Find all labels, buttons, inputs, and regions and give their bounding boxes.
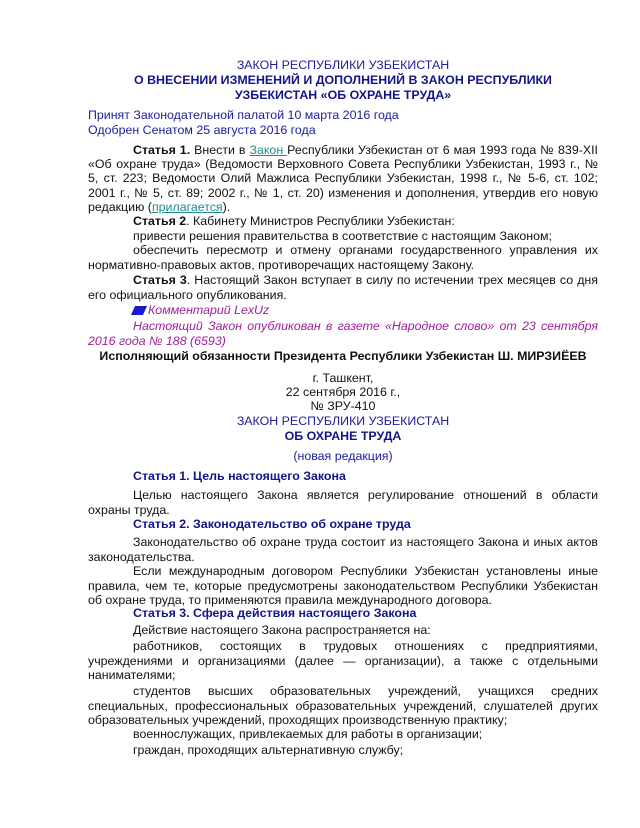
city: г. Ташкент, bbox=[312, 371, 374, 385]
attached-link[interactable]: прилагается bbox=[151, 199, 223, 214]
comment-label: Комментарий LexUz bbox=[148, 303, 270, 317]
doc-title-line1: ЗАКОН РЕСПУБЛИКИ УЗБЕКИСТАН bbox=[236, 58, 450, 72]
doc-title-line2: О ВНЕСЕНИИ ИЗМЕНЕНИЙ И ДОПОЛНЕНИЙ В ЗАКОН РЕСПУБЛИКИ bbox=[134, 73, 552, 87]
article-2-text1: Законодательство об охране труда состоит из настоящего Закона и иных актов законодательства. bbox=[88, 535, 598, 564]
article-label: Статья 1. bbox=[133, 143, 191, 157]
text: Республики Узбекистан от 6 мая 1993 года № 839-XII «Об охране труда» (Ведомости Верховного Совета Республики Узбекистан, 1993 г., № 5, ст. 223; Ведомости Олий Мажлиса Республики Узбекистан, 1998 г., № 5-6, ст. 102; 2001 г., № 5, ст. 89; 2002 г., № 1, ст. 20) изменения и дополнения, утвердив его новую редакцию ( bbox=[88, 143, 598, 214]
amend-article-2-item2: обеспечить пересмотр и отмену органами государственного управления их нормативно-правовых актов, противоречащих настоящему Закону. bbox=[88, 243, 598, 272]
doc-title-line3: УЗБЕКИСТАН «ОБ ОХРАНЕ ТРУДА» bbox=[234, 88, 452, 102]
amend-article-1 bbox=[88, 143, 598, 214]
article-2-text2: Если международным договором Республики Узбекистан установлены иные правила, чем те, которые предусмотрены законодательством Республики Узбекистан об охране труда, то применяются правила международного договора. bbox=[88, 564, 598, 608]
text: Внести в bbox=[190, 143, 250, 157]
article-3-text4: военнослужащих, привлекаемых для работы в организации; bbox=[133, 727, 483, 741]
approved-line: Одобрен Сенатом 25 августа 2016 года bbox=[88, 123, 316, 137]
text: ). bbox=[222, 199, 231, 214]
comment-pen-icon bbox=[131, 306, 147, 315]
amend-article-2-item1: привести решения правительства в соответствие с настоящим Законом; bbox=[133, 229, 552, 243]
published-note: Настоящий Закон опубликован в газете «Народное слово» от 23 сентября 2016 года № 188 (6593) bbox=[88, 319, 598, 348]
article-3-text5: граждан, проходящих альтернативную службу; bbox=[133, 743, 404, 757]
article-2-heading: Статья 2. Законодательство об охране труда bbox=[133, 517, 411, 531]
article-3-text3: студентов высших образовательных учреждений, учащихся средних специальных, профессиональных образовательных учреждений, слушателей других образовательных учреждений, проходящих производственную практику; bbox=[88, 684, 598, 728]
article-1-heading: Статья 1. Цель настоящего Закона bbox=[133, 469, 346, 483]
article-3-text2: работников, состоящих в трудовых отношениях с предприятиями, учреждениями и организациями (далее — организации), а также с отдельными нанимателями; bbox=[88, 639, 598, 683]
law-number: № ЗРУ-410 bbox=[310, 399, 376, 413]
amend-article-3 bbox=[88, 273, 598, 302]
adopted-line: Принят Законодательной палатой 10 марта 2016 года bbox=[88, 108, 399, 122]
text: . Настоящий Закон вступает в силу по истечении трех месяцев со дня его официального опубликования. bbox=[88, 273, 598, 302]
amend-article-2 bbox=[88, 214, 598, 229]
signature: Исполняющий обязанности Президента Республики Узбекистан Ш. МИРЗИЁЕВ bbox=[99, 349, 587, 363]
article-3-text1: Действие настоящего Закона распространяется на: bbox=[133, 623, 431, 637]
article-3-heading: Статья 3. Сфера действия настоящего Закона bbox=[133, 606, 417, 620]
text: . Кабинету Министров Республики Узбекистан: bbox=[186, 214, 455, 228]
article-label: Статья 2 bbox=[133, 214, 187, 228]
edition-note: (новая редакция) bbox=[293, 449, 393, 463]
comment-link[interactable] bbox=[88, 303, 598, 318]
article-label: Статья 3 bbox=[133, 273, 187, 287]
article-1-text: Целью настоящего Закона является регулирование отношений в области охраны труда. bbox=[88, 488, 598, 517]
date: 22 сентября 2016 г., bbox=[285, 385, 401, 399]
law-title-line1: ЗАКОН РЕСПУБЛИКИ УЗБЕКИСТАН bbox=[236, 414, 450, 428]
law-title-line2: ОБ ОХРАНЕ ТРУДА bbox=[284, 429, 402, 443]
law-link[interactable]: Закон bbox=[249, 143, 288, 157]
